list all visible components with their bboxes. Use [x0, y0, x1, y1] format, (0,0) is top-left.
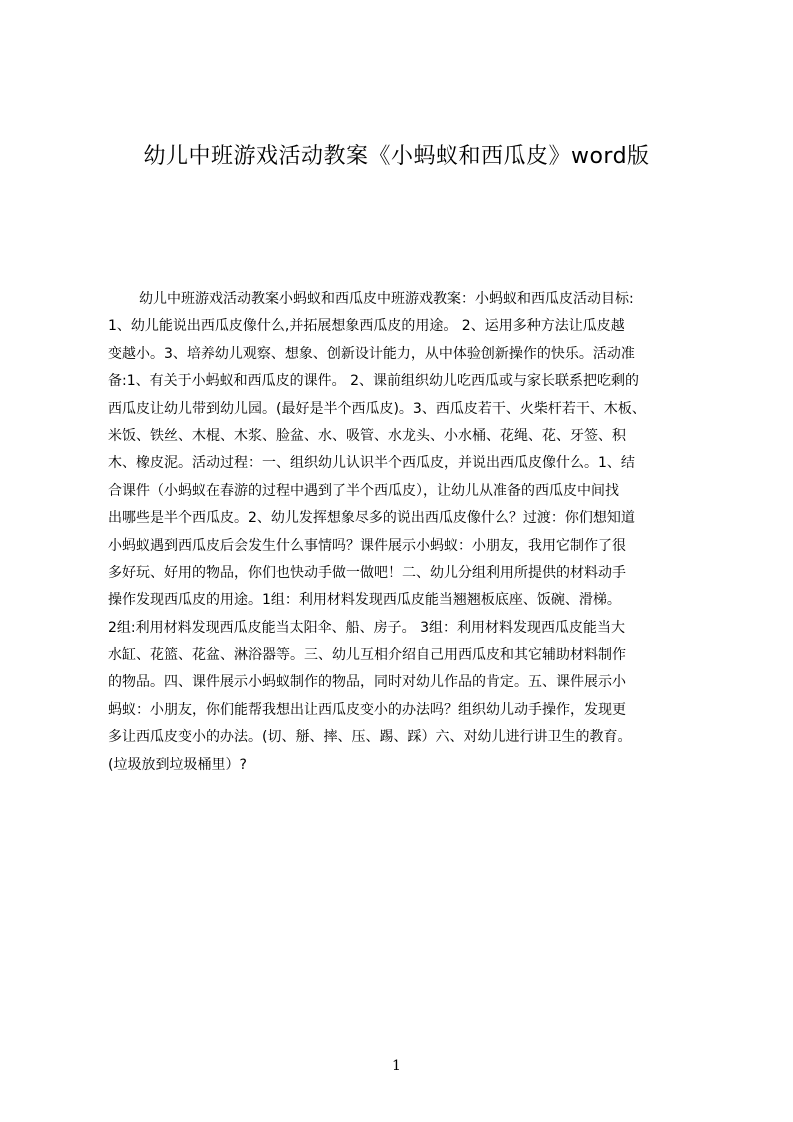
- body-line: 变越小。3、培养幼儿观察、想象、创新设计能力，从中体验创新操作的快乐。活动准: [108, 345, 635, 362]
- body-line: 操作发现西瓜皮的用途。1组：利用材料发现西瓜皮能当翘翘板底座、饭碗、滑梯。: [108, 592, 621, 609]
- body-line: 备:1、有关于小蚂蚁和西瓜皮的课件。 2、课前组织幼儿吃西瓜或与家长联系把吃剩的: [108, 373, 639, 390]
- document-body: [108, 286, 700, 779]
- body-line: 多让西瓜皮变小的办法。(切、掰、摔、压、踢、踩）六、对幼儿进行讲卫生的教育。: [108, 729, 632, 746]
- body-line: 木、橡皮泥。活动过程：一、组织幼儿认识半个西瓜皮，并说出西瓜皮像什么。1、结: [108, 455, 635, 472]
- page-number: 1: [392, 1058, 401, 1074]
- body-line: 的物品。四、课件展示小蚂蚁制作的物品，同时对幼儿作品的肯定。五、课件展示小: [108, 674, 626, 691]
- body-line: 2组:利用材料发现西瓜皮能当太阳伞、船、房子。 3组：利用材料发现西瓜皮能当大: [108, 619, 625, 636]
- body-line: 小蚂蚁遇到西瓜皮后会发生什么事情吗？课件展示小蚂蚁：小朋友，我用它制作了很: [108, 537, 626, 554]
- body-line: 出哪些是半个西瓜皮。2、幼儿发挥想象尽多的说出西瓜皮像什么？过渡：你们想知道: [108, 510, 635, 527]
- body-line: (垃圾放到垃圾桶里）?: [108, 756, 247, 773]
- document-title: 幼儿中班游戏活动教案《小蚂蚁和西瓜皮》word版: [143, 144, 650, 169]
- body-line: 幼儿中班游戏活动教案小蚂蚁和西瓜皮中班游戏教案：小蚂蚁和西瓜皮活动目标:: [139, 291, 634, 307]
- body-line: 合课件（小蚂蚁在春游的过程中遇到了半个西瓜皮），让幼儿从准备的西瓜皮中间找: [108, 482, 619, 499]
- body-line: 水缸、花篮、花盆、淋浴器等。三、幼儿互相介绍自己用西瓜皮和其它辅助材料制作: [108, 647, 626, 664]
- body-line: 蚂蚁：小朋友，你们能帮我想出让西瓜皮变小的办法吗？组织幼儿动手操作，发现更: [108, 701, 626, 718]
- body-line: 米饭、铁丝、木棍、木浆、脸盆、水、吸管、水龙头、小水桶、花绳、花、牙签、积: [108, 427, 626, 444]
- body-line: 多好玩、好用的物品，你们也快动手做一做吧！二、幼儿分组利用所提供的材料动手: [108, 564, 626, 581]
- body-line: 1、幼儿能说出西瓜皮像什么,并拓展想象西瓜皮的用途。 2、运用多种方法让瓜皮越: [108, 318, 625, 335]
- body-line: 西瓜皮让幼儿带到幼儿园。(最好是半个西瓜皮)。3、西瓜皮若干、火柴杆若干、木板、: [108, 400, 646, 417]
